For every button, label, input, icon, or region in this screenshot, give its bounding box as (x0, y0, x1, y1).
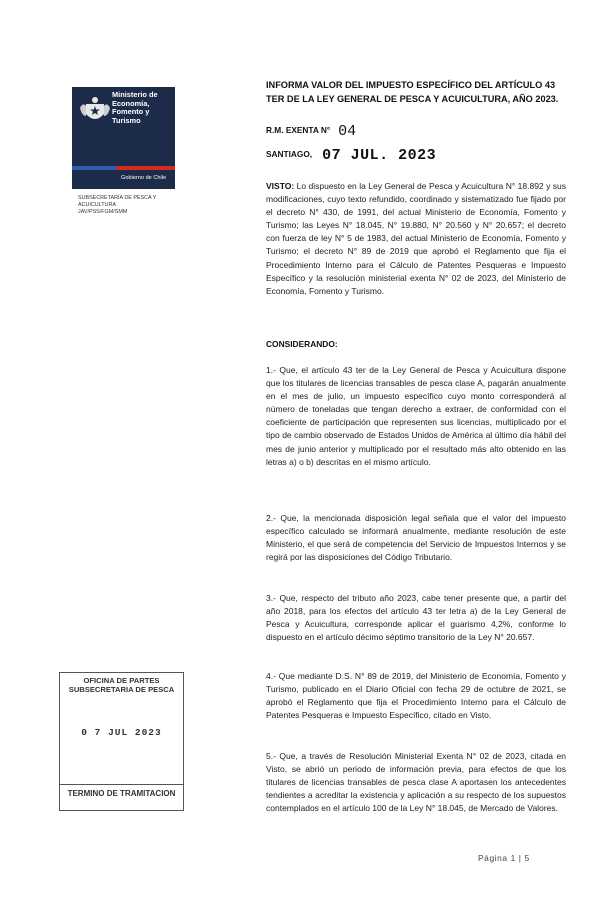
stamp-date: 0 7 JUL 2023 (81, 727, 162, 738)
subsecretaria-line: SUBSECRETARÍA DE PESCA Y (78, 195, 157, 201)
office-stamp (59, 672, 184, 811)
resolution-number (266, 123, 356, 140)
stamp-office: OFICINA DE PARTES (83, 676, 160, 685)
page-number: Página 1 | 5 (478, 853, 530, 863)
flag-bar-red (116, 166, 175, 170)
visto-text: Lo dispuesto en la Ley General de Pesca y Acuicultura N° 18.892 y sus modificaciones, cuyo texto refundido, coordinado y sistematizado fue fijado por el decreto N° 430, de 1991, del actual Ministerio de Economía, Fomento y Turismo; las Leyes N° 18.045, N° 19.880, N° 20.560 y N° 20.657; el decreto con fuerza de ley N° 5 de 1983, del actual Ministerio de Economía, Fomento y Turismo; el decreto N° 89 de 2019 que aprobó el Reglamento que fija el Procedimiento Interno para el Cálculo de Patentes Pesqueras e Impuesto Específico y la resolución ministerial exenta N° 02 de 2023, del Ministerio de Economía, Fomento y Turismo. (266, 181, 566, 296)
place-date (266, 147, 436, 164)
government-label: Gobierno de Chile (121, 175, 167, 181)
government-logo (72, 87, 175, 189)
paragraph-1: 1.- Que, el artículo 43 ter de la Ley General de Pesca y Acuicultura dispone que los titulares de licencias transables de pesca clase A, pagarán anualmente en el mes de julio, un impuesto específico cuyo monto corresponderá al número de toneladas que tengan derecho a extraer, de conformidad con el coeficiente de participación que representen sus licencias, multiplicado por el tipo de cambio observado de Estados Unidos de América al último día hábil del mes de junio anterior y multiplicado por el resultado más alto obtenido en las letras a) o b) descritas en el mismo artículo. (266, 365, 566, 467)
date-stamp: 07 JUL. 2023 (322, 147, 437, 164)
paragraph-2: 2.- Que, la mencionada disposición legal señala que el valor del impuesto específico calculado se informará anualmente, mediante resolución de este Ministerio, el que será de competencia del Servicio de Impuestos Internos y se regirá por las disposiciones del Código Tributario. (266, 513, 566, 563)
paragraph-5: 5.- Que, a través de Resolución Ministerial Exenta N° 02 de 2023, citada en Visto, se abrió un periodo de información previa, para efectos de que los titulares de licencias transables de pesca clase A aportasen los antecedentes tendientes a acreditar la existencia y aplicación a su respecto de los supuestos contemplados en el artículo 100 de la Ley N° 18.045, de Mercado de Valores. (266, 751, 566, 814)
coat-of-arms-icon (77, 92, 113, 128)
stamp-divider (60, 784, 183, 785)
paragraph-3: 3.- Que, respecto del tributo año 2023, cabe tener presente que, a partir del año 2018, para los efectos del artículo 43 ter letra a) de la Ley General de Pesca y Acuicultura, corresponde aplicar el guarismo 4,2%, conforme lo dispuesto en el artículo décimo séptimo transitorio de la Ley N° 20.657. (266, 593, 566, 643)
subsecretaria-line: ACUICULTURA (78, 201, 116, 208)
place-label: SANTIAGO, (266, 149, 313, 159)
visto-label: VISTO: (266, 181, 295, 191)
flag-bar-blue (72, 166, 116, 170)
paragraph-4: 4.- Que mediante D.S. N° 89 de 2019, del Ministerio de Economía, Fomento y Turismo, publicado en el Diario Oficial con fecha 29 de octubre de 2021, se aprobó el Reglamento que fija el Procedimiento Interno para el Cálculo de Patentes Pesqueras e Impuesto Específico, citado en Visto. (266, 671, 566, 721)
reference-initials: JAV/PSS/FGM/SMM (78, 208, 128, 215)
visto-paragraph (266, 180, 566, 298)
document-title: INFORMA VALOR DEL IMPUESTO ESPECÍFICO DEL ARTÍCULO 43 TER DE LA LEY GENERAL DE PESCA Y ACUICULTURA, AÑO 2023. (266, 80, 559, 104)
considerando-heading: CONSIDERANDO: (266, 339, 338, 349)
subsecretaria-block (78, 195, 188, 215)
resolution-number-value: 04 (338, 123, 357, 140)
ministry-name: Ministerio de Economía, Fomento y Turismo (112, 90, 158, 125)
stamp-subsecretaria: SUBSECRETARIA DE PESCA (68, 685, 175, 694)
stamp-status: TERMINO DE TRAMITACION (67, 789, 176, 798)
resolution-label: R.M. EXENTA N° (266, 125, 331, 135)
